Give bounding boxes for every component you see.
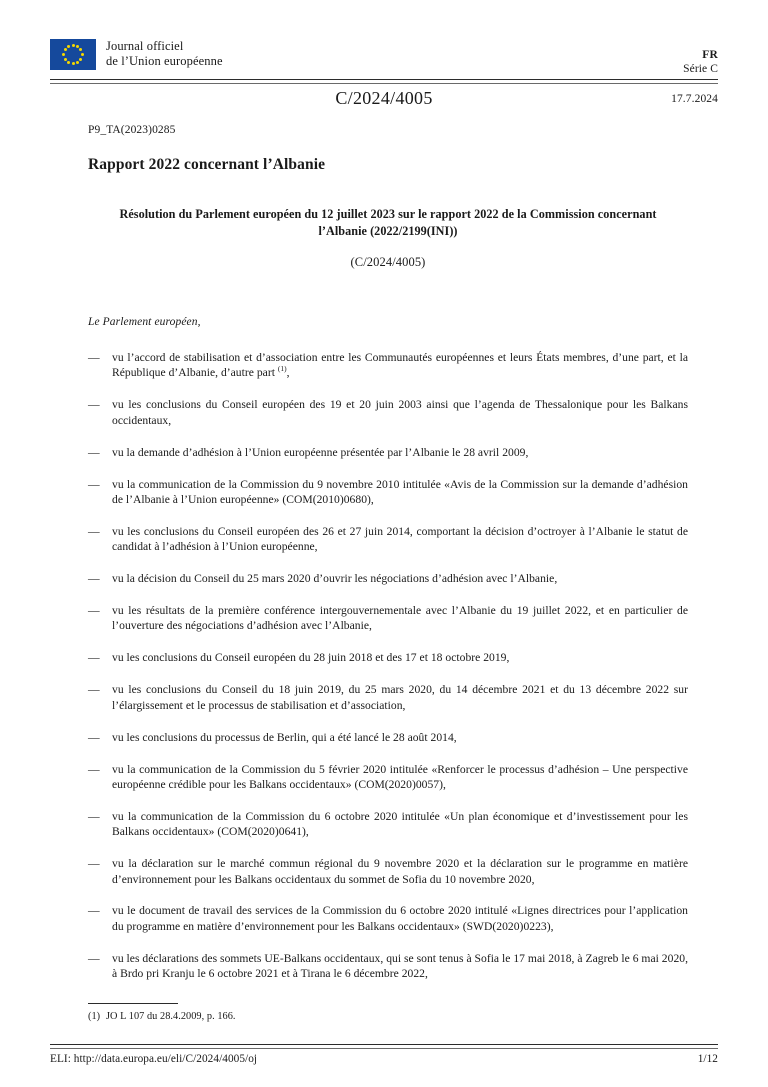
recital-text: vu les résultats de la première conférence intergouvernementale avec l’Albanie du 19 juillet 2022, et en particulier de l’ouverture des négociations d’adhésion avec l’Albanie, (112, 604, 688, 633)
document-number-row (50, 88, 718, 114)
recital-item (88, 762, 688, 793)
recital-item (88, 445, 688, 460)
reference-code: P9_TA(2023)0285 (88, 124, 176, 136)
recital-dash: — (88, 445, 100, 459)
journal-brand (50, 38, 223, 70)
publication-date: 17.7.2024 (671, 93, 718, 105)
recital-dash: — (88, 809, 100, 823)
eu-star-icon (81, 53, 84, 56)
recital-item (88, 524, 688, 555)
eu-star-icon (72, 62, 75, 65)
recital-item (88, 477, 688, 508)
subtitle-main: Résolution du Parlement européen du 12 juillet 2023 sur le rapport 2022 de la Commission concernant (119, 207, 657, 221)
recital-list (88, 350, 688, 982)
recital-dash: — (88, 951, 100, 965)
footnote-zone (88, 1003, 688, 1023)
eu-star-icon (72, 44, 75, 47)
edition-info (683, 38, 718, 76)
journal-title-line1: Journal officiel (106, 39, 184, 53)
recital-dash: — (88, 683, 100, 697)
recital-item (88, 682, 688, 713)
recital-text: vu les conclusions du Conseil européen des 26 et 27 juin 2014, comportant la décision d’octroyer à l’Albanie le statut de candidat à l’adhésion à l’Union européenne, (112, 524, 688, 554)
eu-star-icon (64, 48, 67, 51)
recital-dash: — (88, 651, 100, 665)
footer-rule (50, 1044, 718, 1045)
recital-dash: — (88, 730, 100, 744)
recital-text: vu les déclarations des sommets UE-Balkans occidentaux, qui se sont tenus à Sofia le 17 mai 2018, à Zagreb le 6 mai 2020, à Brdo pri Kranju le 6 octobre 2021 et à Tirana le 6 décembre 2022, (112, 951, 688, 981)
recital-item (88, 730, 688, 745)
eu-star-icon (62, 53, 65, 56)
recital-dash: — (88, 398, 100, 412)
journal-title (106, 38, 223, 68)
footnote-reference[interactable]: (1) (277, 364, 287, 374)
document-number-secondary: (C/2024/4005) (350, 255, 426, 269)
recital-dash: — (88, 857, 100, 871)
recital-text: vu la déclaration sur le marché commun régional du 9 novembre 2020 et la déclaration sur le programme en matière d’environnement pour les Balkans occidentaux du sommet de Sofia du 10 novembre 2020, (112, 857, 688, 886)
subtitle-tail: l’Albanie (2022/2199(INI)) (318, 223, 458, 238)
eu-flag-icon (50, 39, 96, 70)
recital-item (88, 650, 688, 665)
eu-star-icon (64, 58, 67, 61)
footer-rule-secondary (50, 1048, 718, 1049)
eu-star-icon (67, 45, 70, 48)
document-number: C/2024/4005 (335, 88, 433, 108)
recital-text: vu la demande d’adhésion à l’Union européenne présentée par l’Albanie le 28 avril 2009, (112, 445, 529, 459)
eli-link[interactable]: ELI: http://data.europa.eu/eli/C/2024/4005/oj (50, 1053, 258, 1065)
recital-dash: — (88, 351, 100, 364)
recital-dash: — (88, 762, 100, 776)
recital-dash: — (88, 604, 100, 618)
series-label: Série C (683, 63, 718, 75)
recital-text: vu les conclusions du Conseil européen des 19 et 20 juin 2003 ainsi que l’agenda de Thessalonique pour les Balkans occidentaux, (112, 398, 688, 427)
recital-dash: — (88, 904, 100, 918)
eu-star-icon (67, 61, 70, 64)
page-title: Rapport 2022 concernant l’Albanie (88, 156, 326, 173)
recital-dash: — (88, 524, 100, 538)
page-number: 1/12 (697, 1053, 718, 1065)
document-subtitle (88, 206, 688, 239)
recital-text: vu les conclusions du processus de Berlin, qui a été lancé le 28 août 2014, (112, 730, 457, 744)
recital-text: vu la communication de la Commission du 5 février 2020 intitulée «Renforcer le processus d’adhésion – Une perspective européenne crédible pour les Balkans occidentaux» (COM(2020)0057), (112, 762, 688, 791)
recital-text: vu l’accord de stabilisation et d’association entre les Communautés européennes et leurs États membres, d’une part, et la République d’Albanie, d’autre part $^{(1)}$, (112, 351, 688, 380)
footnote-marker: (1) (88, 1011, 101, 1022)
document-body (88, 124, 688, 998)
footnote-item (88, 1010, 688, 1023)
footnote-separator (88, 1003, 178, 1004)
lead-in-text: Le Parlement européen, (88, 316, 201, 328)
page-footer (50, 1053, 718, 1065)
recital-text: vu les conclusions du Conseil du 18 juin 2019, du 25 mars 2020, du 14 décembre 2021 et du 13 décembre 2022 sur l’élargissement et le processus de stabilisation et d’association, (112, 683, 688, 712)
recital-text: vu la décision du Conseil du 25 mars 2020 d’ouvrir les négociations d’adhésion avec l’Albanie, (112, 572, 558, 586)
recital-item (88, 350, 688, 381)
recital-item (88, 903, 688, 934)
journal-title-line2: de l’Union européenne (106, 53, 223, 68)
recital-dash: — (88, 477, 100, 491)
recital-item (88, 856, 688, 887)
recital-item (88, 571, 688, 586)
recital-text: vu le document de travail des services de la Commission du 6 octobre 2020 intitulé «Lignes directrices pour l’application du programme en matière d’environnement pour les Balkans occidentaux» (SWD(2020)0223), (112, 904, 688, 933)
footnote-text: JO L 107 du 28.4.2009, p. 166. (106, 1011, 236, 1022)
page-header (50, 38, 718, 78)
recital-item (88, 397, 688, 428)
language-code: FR (702, 49, 718, 61)
eu-star-icon (79, 58, 82, 61)
header-rule-secondary (50, 83, 718, 84)
header-rule (50, 79, 718, 80)
eu-star-icon (79, 48, 82, 51)
eu-star-icon (76, 61, 79, 64)
recital-item (88, 951, 688, 982)
recital-dash: — (88, 572, 100, 586)
recital-item (88, 809, 688, 840)
recital-item (88, 603, 688, 634)
recital-text: vu les conclusions du Conseil européen du 28 juin 2018 et des 17 et 18 octobre 2019, (112, 651, 510, 665)
recital-text: vu la communication de la Commission du 6 octobre 2020 intitulée «Un plan économique et d’investissement pour les Balkans occidentaux» (COM(2020)0641), (112, 809, 688, 839)
recital-text: vu la communication de la Commission du 9 novembre 2010 intitulée «Avis de la Commission sur la demande d’adhésion de l’Albanie à l’Union européenne» (COM(2010)0680), (112, 477, 688, 506)
